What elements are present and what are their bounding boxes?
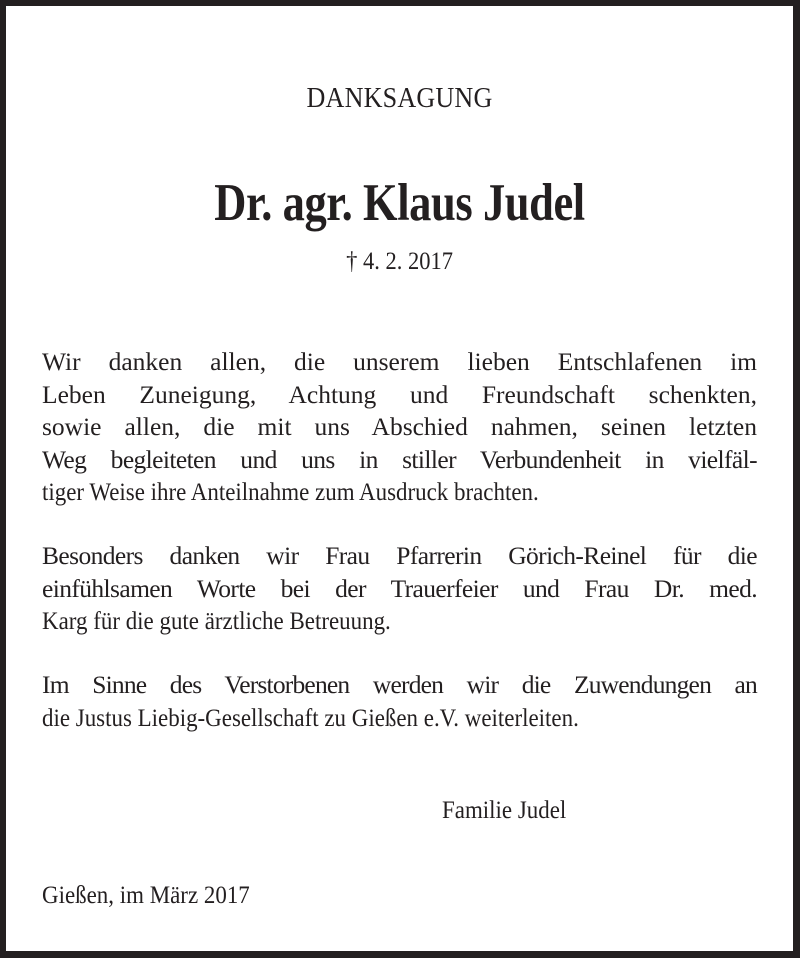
paragraph-line: einfühlsamen Worte bei der Trauerfeier und Frau Dr. med. (42, 573, 757, 603)
paragraph-line: Wir danken allen, die unserem lieben Entschlafenen im (42, 347, 757, 376)
paragraph-line: Im Sinne des Verstorbenen werden wir die Zuwendungen an (42, 670, 757, 699)
paragraph-line: Besonders danken wir Frau Pfarrerin Görich-Reinel für die (42, 541, 757, 570)
paragraph-line: sowie allen, die mit uns Abschied nahmen, seinen letzten (42, 412, 757, 441)
thanks-paragraph-1 (42, 346, 757, 509)
paragraph-line: die Justus Liebig-Gesellschaft zu Gießen e.V. weiterleiten. (42, 702, 579, 732)
paragraph-line: Weg begleiteten und uns in stiller Verbundenheit in vielfäl- (42, 444, 757, 474)
place-and-date: Gießen, im März 2017 (42, 880, 250, 909)
family-signature: Familie Judel (442, 795, 567, 824)
thanks-paragraph-3 (42, 669, 757, 734)
thanks-paragraph-2 (42, 540, 757, 638)
death-date: † 4. 2. 2017 (346, 248, 453, 275)
deceased-name: Dr. agr. Klaus Judel (214, 174, 585, 232)
paragraph-line: tiger Weise ihre Anteilnahme zum Ausdruck brachten. (42, 477, 539, 506)
notice-heading: DANKSAGUNG (306, 82, 493, 114)
paragraph-line: Karg für die gute ärztliche Betreuung. (42, 606, 391, 635)
paragraph-line: Leben Zuneigung, Achtung und Freundschaft schenkten, (42, 379, 757, 409)
